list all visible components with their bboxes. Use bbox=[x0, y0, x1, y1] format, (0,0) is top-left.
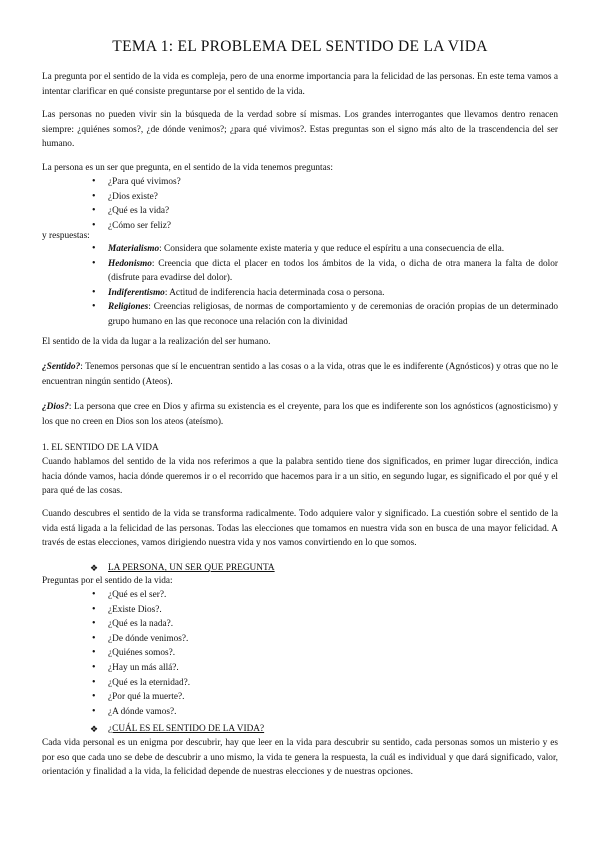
list-item: • ¿Qué es el ser?. bbox=[108, 588, 558, 603]
list-item bbox=[108, 257, 558, 286]
list-item: • ¿Hay un más allá?. bbox=[108, 661, 558, 676]
respuestas-label: y respuestas: bbox=[42, 231, 90, 241]
final-paragraph: Cada vida personal es un enigma por descubrir, hay que leer en la vida para descubrir su sentido, cada personas somos un misterio y es por eso que cada uno se debe de descubrir a uno mismo, la vida te genera la respuesta, la cuál es individual y que dará significado, valor, orientación y finalidad a la vida, la felicidad depende de nuestras elecciones y de nuestras opciones. bbox=[42, 738, 558, 778]
list-item: • ¿Quiénes somos?. bbox=[108, 646, 558, 661]
list-item bbox=[108, 242, 558, 257]
answer-text: : Actitud de indiferencia hacia determinada cosa o persona. bbox=[164, 287, 385, 298]
questions-list-2 bbox=[108, 588, 558, 719]
list-item: • ¿Existe Dios?. bbox=[108, 603, 558, 618]
list-item: • ¿De dónde venimos?. bbox=[108, 632, 558, 647]
dios-paragraph bbox=[42, 400, 558, 429]
list-item: • ¿Qué es la vida? bbox=[108, 204, 558, 219]
answer-term: Indiferentismo bbox=[108, 287, 165, 298]
dios-term: ¿Dios? bbox=[42, 402, 69, 412]
answer-term: Materialismo bbox=[108, 244, 160, 254]
section-1-paragraph-2: Cuando descubres el sentido de la vida se transforma radicalmente. Todo adquiere valor y significado. La cuestión sobre el sentido de la vida está ligada a la felicidad de las personas. Todas las elecciones que tomamos en nuestra vida son en busca de una mayor felicidad. A través de estas elecciones, vamos dirigiendo nuestra vida y nos vamos convirtiendo en lo que somos. bbox=[42, 509, 558, 549]
list-item: • ¿Dios existe? bbox=[108, 190, 558, 205]
list-item: • ¿Cómo ser feliz? bbox=[108, 219, 558, 234]
list-item: • ¿A dónde vamos?. bbox=[108, 705, 558, 720]
sentido-paragraph bbox=[42, 360, 558, 389]
intro-text-3: La persona es un ser que pregunta, en el sentido de la vida tenemos preguntas: bbox=[42, 163, 333, 173]
questions-list-1 bbox=[108, 175, 558, 233]
subheading-sentido: ¿CUÁL ES EL SENTIDO DE LA VIDA? bbox=[108, 724, 265, 734]
answer-text: : Considera que solamente existe materia y que reduce el espíritu a una consecuencia de ella. bbox=[159, 244, 505, 254]
answers-list bbox=[108, 242, 558, 330]
intro-paragraph-3 bbox=[42, 161, 558, 176]
section-1-title: 1. EL SENTIDO DE LA VIDA bbox=[42, 443, 159, 453]
answer-term: Religiones bbox=[108, 302, 149, 313]
intro-paragraph-2 bbox=[42, 108, 558, 152]
answer-term: Hedonismo bbox=[108, 258, 152, 269]
diamond-bullet-icon: ❖ bbox=[90, 563, 99, 573]
sentido-term: ¿Sentido? bbox=[42, 362, 81, 372]
preguntas-label: Preguntas por el sentido de la vida: bbox=[42, 576, 173, 586]
subheading-persona: LA PERSONA, UN SER QUE PREGUNTA bbox=[108, 563, 275, 573]
list-item bbox=[108, 300, 558, 329]
answer-text: : Creencias religiosas, de normas de comportamiento y de ceremonias de oración propias de un determinado grupo humano en las que reconoce una relación con la divinidad bbox=[108, 302, 558, 327]
diamond-bullet-icon: ❖ bbox=[90, 724, 99, 734]
list-item: • ¿Qué es la nada?. bbox=[108, 617, 558, 632]
answer-text: : Creencia que dicta el placer en todos los ámbitos de la vida, o dicha de otra manera la falta de dolor (disfrute para evadirse del dolor). bbox=[108, 258, 558, 284]
intro-paragraph-1 bbox=[42, 70, 558, 99]
intro-text-2: Las personas no pueden vivir sin la búsqueda de la verdad sobre sí mismas. Los grandes interrogantes que llevamos dentro renacen siempre: ¿quiénes somos?, ¿de dónde venimos?; ¿para qué vivimos?. Estas preguntas son el signo más alto de la trascendencia del ser humano. bbox=[42, 110, 558, 150]
sentido-text: : Tenemos personas que sí le encuentran sentido a las cosas o a la vida, otras que le es indiferente (Agnósticos) y otras que no le encuentran ningún sentido (Ateos). bbox=[42, 362, 558, 387]
list-item: • ¿Para qué vivimos? bbox=[108, 175, 558, 190]
intro-text-1: La pregunta por el sentido de la vida es compleja, pero de una enorme importancia para la felicidad de las personas. En este tema vamos a intentar clarificar en qué consiste preguntarse por el sentido de la vida. bbox=[42, 72, 558, 97]
realization-paragraph: El sentido de la vida da lugar a la realización del ser humano. bbox=[42, 337, 271, 347]
list-item bbox=[108, 286, 558, 301]
dios-text: : La persona que cree en Dios y afirma su existencia es el creyente, para los que es indiferente son los agnósticos (agnosticismo) y los que no creen en Dios son los ateos (ateísmo). bbox=[42, 402, 558, 427]
section-1-paragraph-1: Cuando hablamos del sentido de la vida nos referimos a que la palabra sentido tiene dos significados, en primer lugar dirección, indica hacia dónde vamos, hacia dónde queremos ir o el recorrido que hacemos para ir a un sitio, en segundo lugar, es significado el por qué y el para qué de las cosas. bbox=[42, 457, 558, 497]
list-item: • ¿Por qué la muerte?. bbox=[108, 690, 558, 705]
page-title: TEMA 1: EL PROBLEMA DEL SENTIDO DE LA VIDA bbox=[112, 38, 488, 55]
list-item: • ¿Qué es la eternidad?. bbox=[108, 676, 558, 691]
